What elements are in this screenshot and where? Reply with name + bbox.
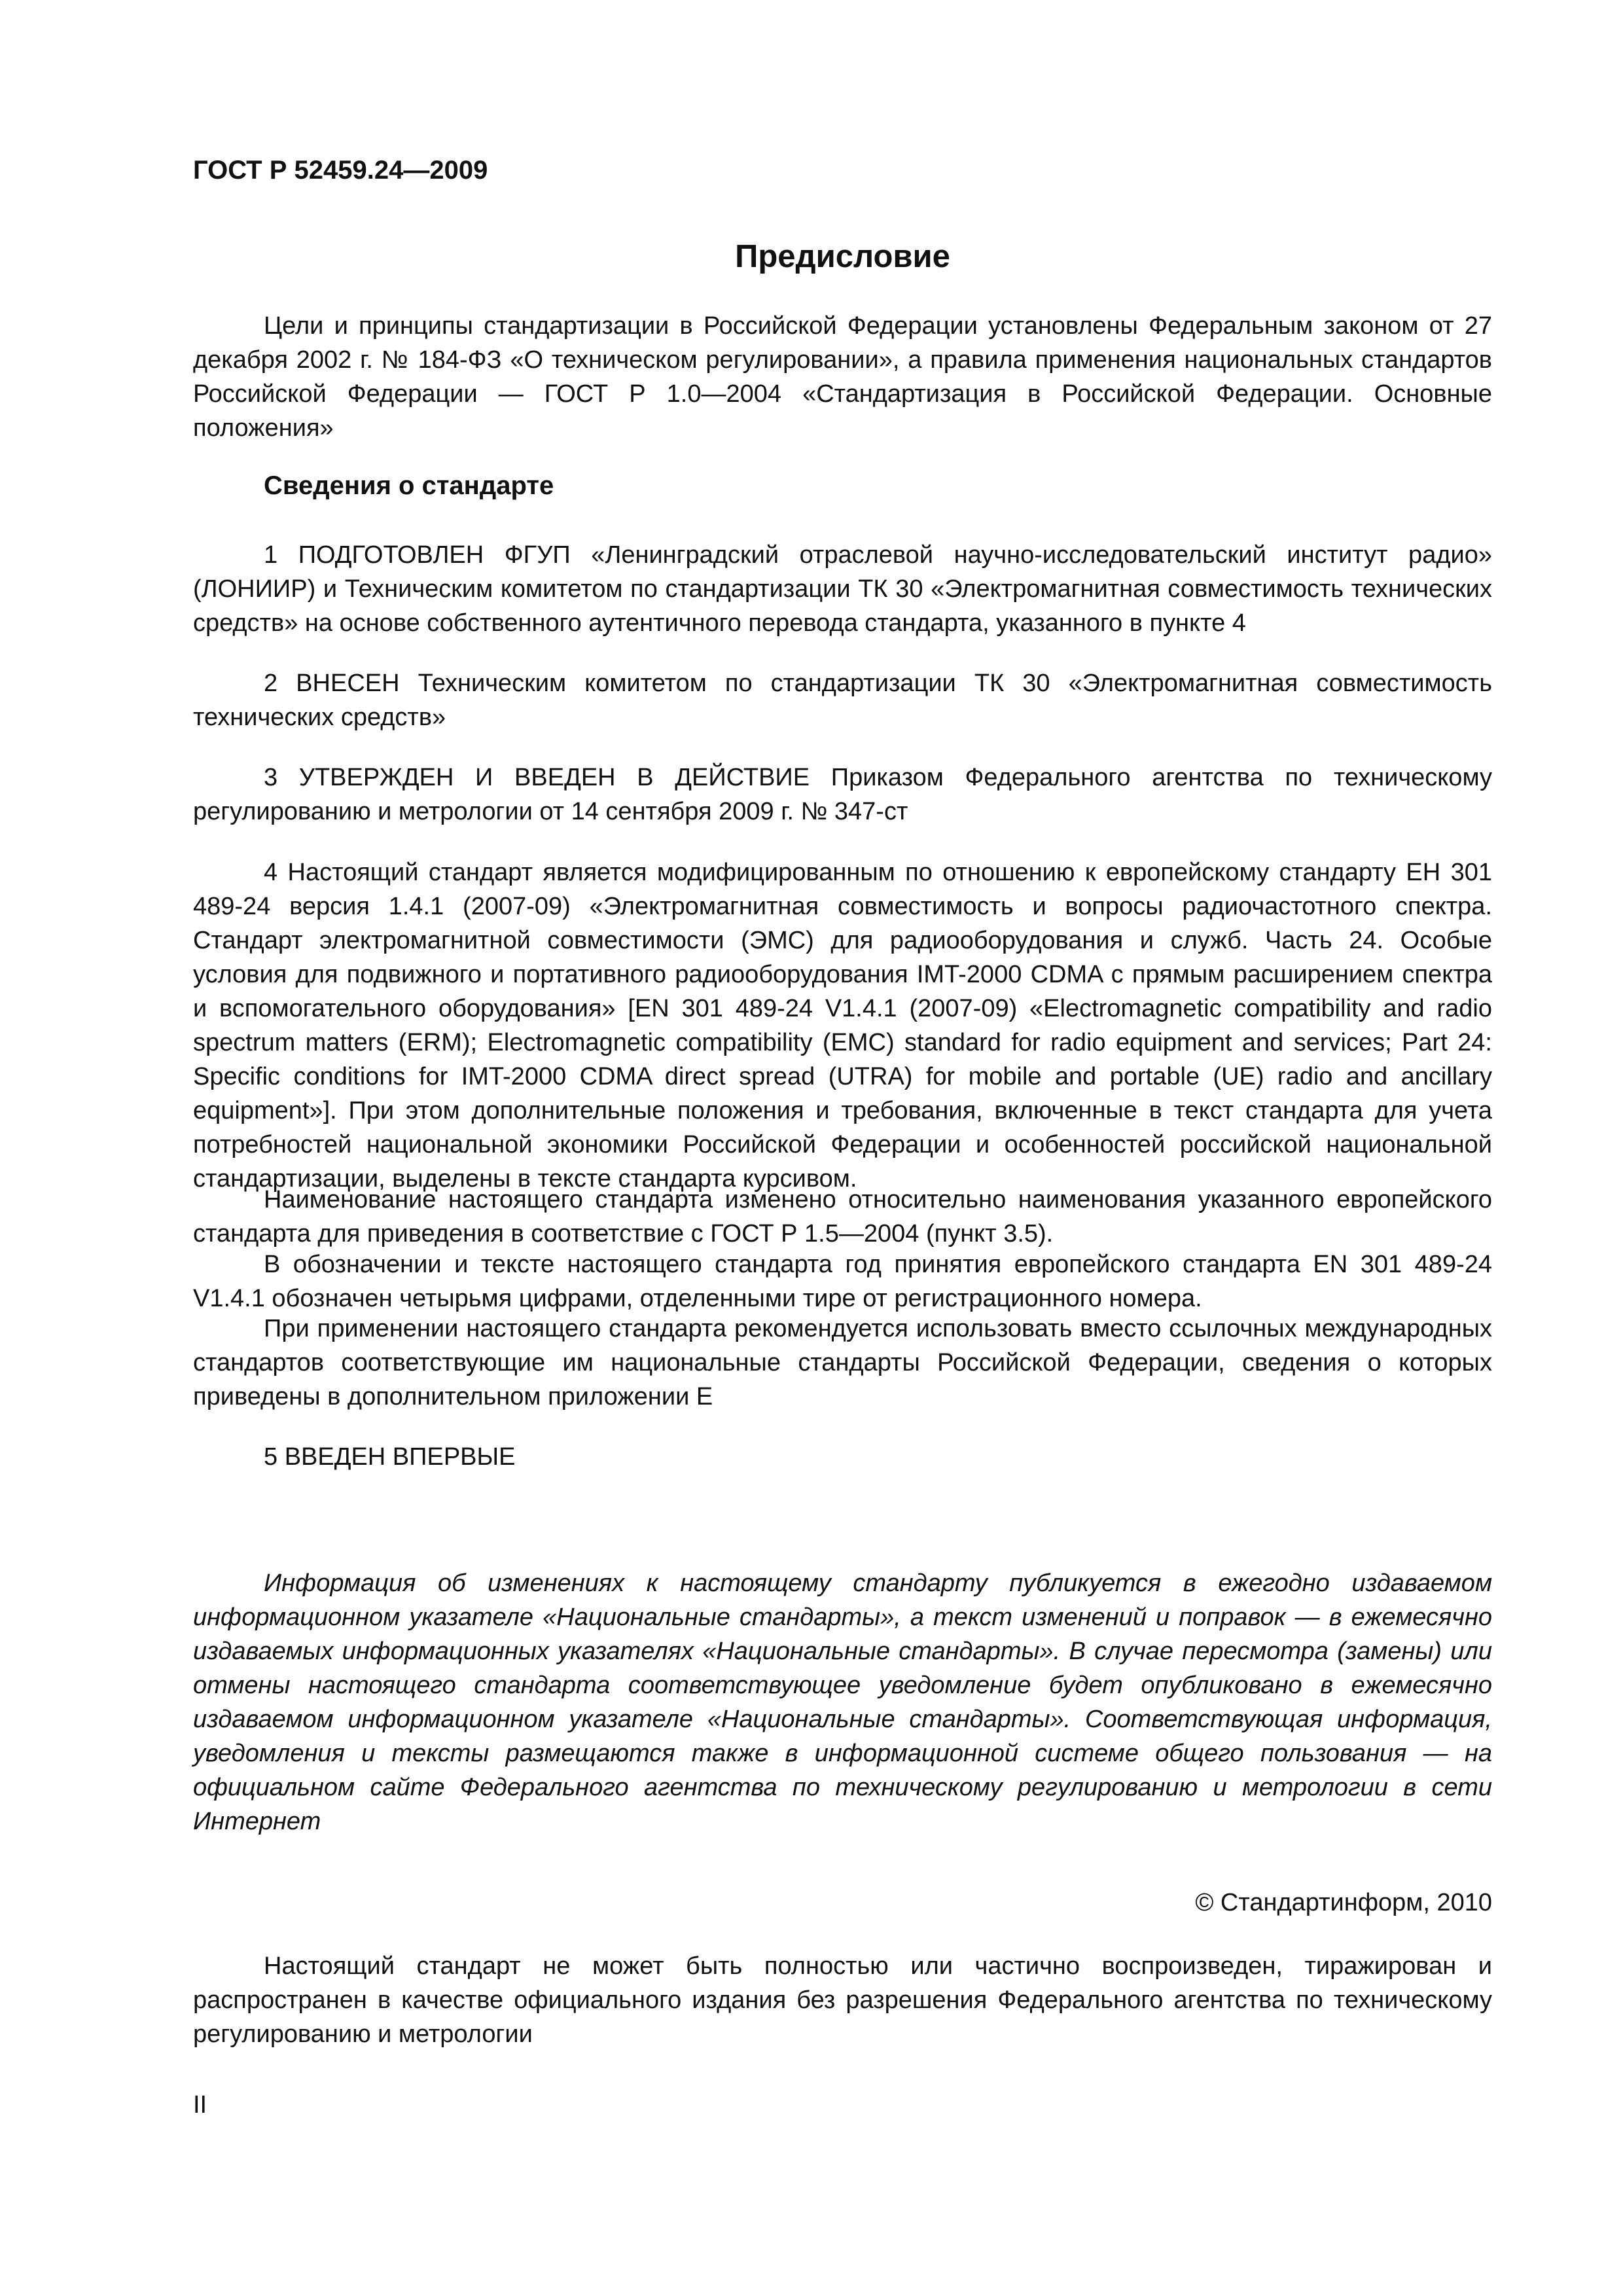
item-5-paragraph: 5 ВВЕДЕН ВПЕРВЫЕ bbox=[264, 1443, 516, 1471]
reproduction-notice: Настоящий стандарт не может быть полностью или частично воспроизведен, тиражирован и распространен в качестве официального издания без разрешения Федерального агентства по техническому регулированию и метрологии bbox=[193, 1952, 1492, 2048]
copyright-line: © Стандартинформ, 2010 bbox=[1195, 1889, 1492, 1916]
item-1-paragraph: 1 ПОДГОТОВЛЕН ФГУП «Ленинградский отраслевой научно-исследовательский институт радио» (ЛОНИИР) и Техническим комитетом по стандартизации ТК 30 «Электромагнитная совместимость технических средств» на основе собственного аутентичного перевода стандарта, указанного в пункте 4 bbox=[193, 541, 1492, 637]
intro-paragraph: Цели и принципы стандартизации в Российской Федерации установлены Федеральным законом от 27 декабря 2002 г. № 184-ФЗ «О техническом регулировании», а правила применения национальных стандартов Российской Федерации — ГОСТ Р 1.0—2004 «Стандартизация в Российской Федерации. Основные положения» bbox=[193, 312, 1492, 442]
changes-notice: Информация об изменениях к настоящему стандарту публикуется в ежегодно издаваемом информационном указателе «Национальные стандарты», а текст изменений и поправок — в ежемесячно издаваемых информационных указателях «Национальные стандарты». В случае пересмотра (замены) или отмены настоящего стандарта соответствующее уведомление будет опубликовано в ежемесячно издаваемом информационном указателе «Национальные стандарты». Соответствующая информация, уведомления и тексты размещаются также в информационной системе общего пользования — на официальном сайте Федерального агентства по техническому регулированию и метрологии в сети Интернет bbox=[193, 1570, 1492, 1835]
item-2-paragraph: 2 ВНЕСЕН Техническим комитетом по стандартизации ТК 30 «Электромагнитная совместимость технических средств» bbox=[193, 670, 1492, 731]
info-heading: Сведения о стандарте bbox=[264, 471, 554, 500]
page-number: II bbox=[193, 2091, 207, 2119]
item-4-name-note: Наименование настоящего стандарта изменено относительно наименования указанного европейского стандарта для приведения в соответствие с ГОСТ Р 1.5—2004 (пункт 3.5). bbox=[193, 1186, 1492, 1247]
item-3-paragraph: 3 УТВЕРЖДЕН И ВВЕДЕН В ДЕЙСТВИЕ Приказом Федерального агентства по техническому регулированию и метрологии от 14 сентября 2009 г. № 347-ст bbox=[193, 764, 1492, 825]
item-4-paragraph: 4 Настоящий стандарт является модифицированным по отношению к европейскому стандарту ЕН 301 489-24 версия 1.4.1 (2007-09) «Электромагнитная совместимость и вопросы радиочастотного спектра. Стандарт электромагнитной совместимости (ЭМС) для радиооборудования и служб. Часть 24. Особые условия для подвижного и портативного радиооборудования IMT-2000 CDMA с прямым расширением спектра и вспомогательного оборудования» [EN 301 489-24 V1.4.1 (2007-09) «Electromagnetic compatibility and radio spectrum matters (ERM); Electromagnetic compatibility (EMC) standard for radio equipment and services; Part 24: Specific conditions for IMT-2000 CDMA direct spread (UTRA) for mobile and portable (UE) radio and ancillary equipment»]. При этом дополнительные положения и требования, включенные в текст стандарта для учета потребностей национальной экономики Российской Федерации и особенностей российской национальной стандартизации, выделены в тексте стандарта курсивом. bbox=[193, 859, 1492, 1193]
item-4-year-note: В обозначении и тексте настоящего стандарта год принятия европейского стандарта EN 301 489-24 V1.4.1 обозначен четырьмя цифрами, отделенными тире от регистрационного номера. bbox=[193, 1251, 1492, 1312]
item-4-reference-note: При применении настоящего стандарта рекомендуется использовать вместо ссылочных международных стандартов соответствующие им национальные стандарты Российской Федерации, сведения о которых приведены в дополнительном приложении Е bbox=[193, 1315, 1492, 1410]
page-title: Предисловие bbox=[735, 239, 950, 274]
document-code: ГОСТ Р 52459.24—2009 bbox=[193, 156, 488, 185]
